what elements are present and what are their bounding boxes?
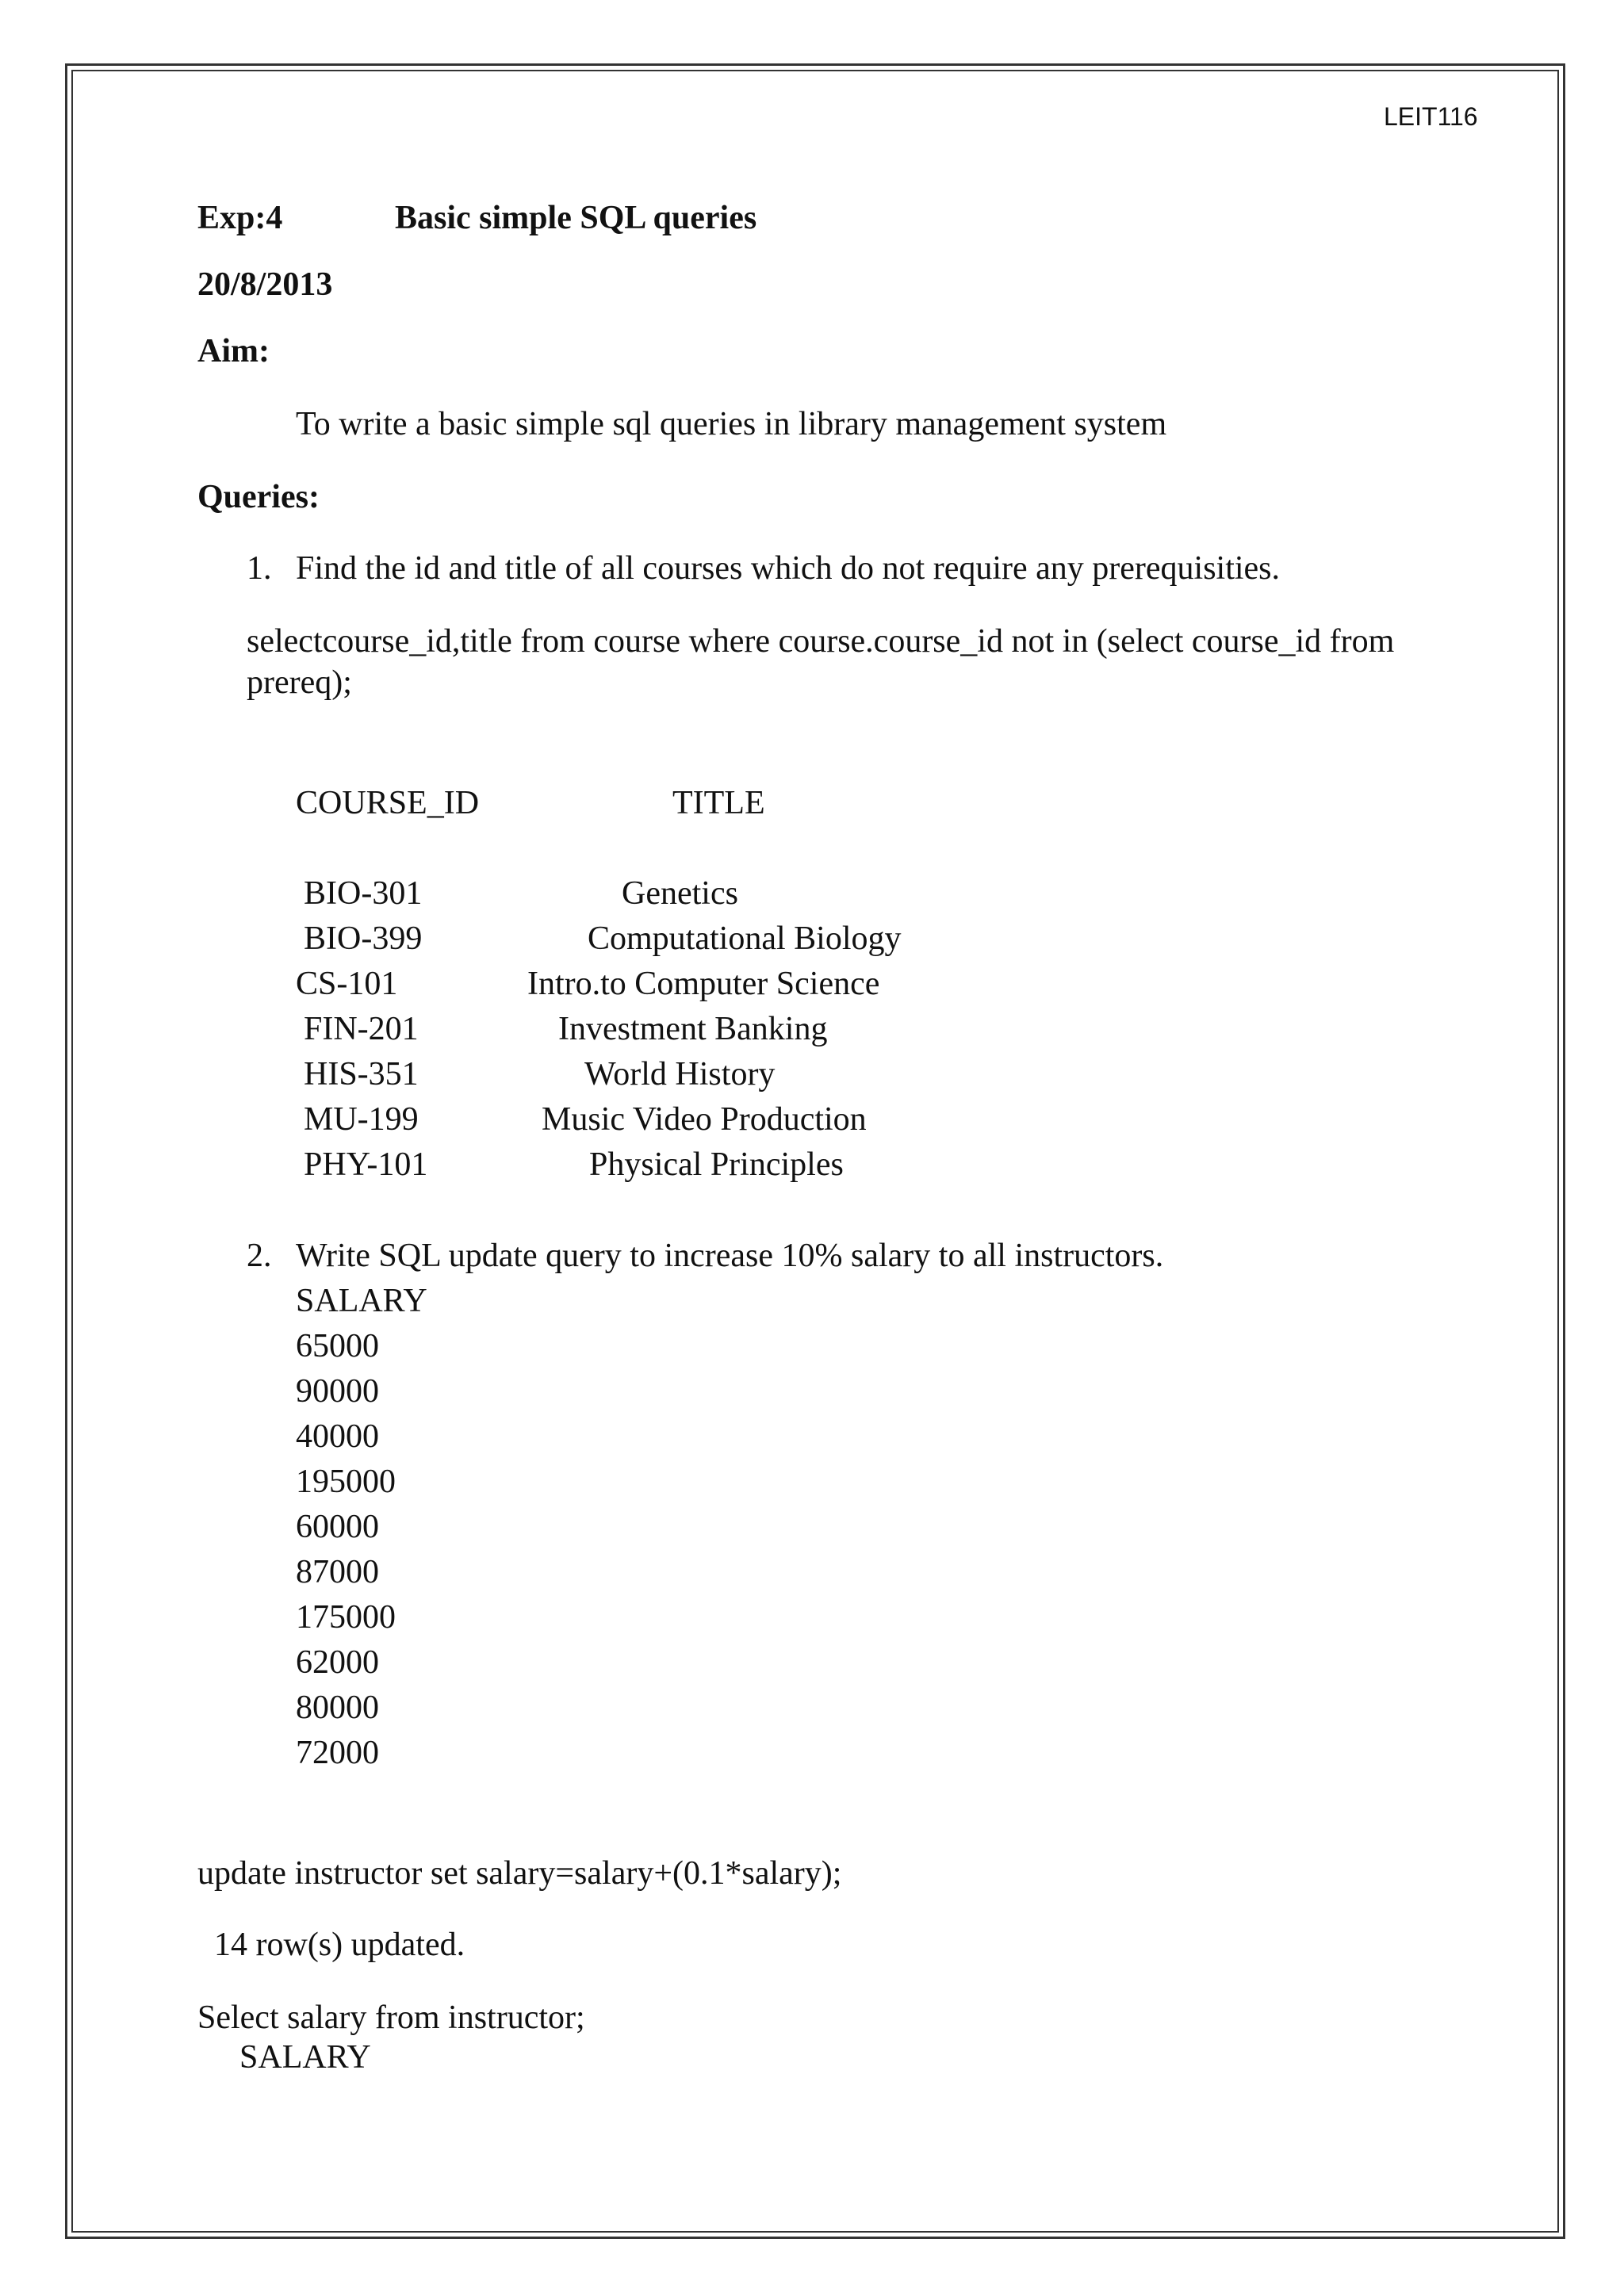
result-course-id: HIS-351 xyxy=(304,1056,419,1093)
result-course-id: BIO-399 xyxy=(304,920,423,957)
salary-value: 87000 xyxy=(296,1554,379,1590)
salary-column-header: SALARY xyxy=(296,1283,427,1319)
result-course-id: BIO-301 xyxy=(304,875,423,912)
result-title: Genetics xyxy=(622,875,738,912)
update-result: 14 row(s) updated. xyxy=(214,1927,465,1963)
select-sql: Select salary from instructor; xyxy=(197,1999,585,2036)
query1-number: 1. xyxy=(247,550,272,587)
salary-value: 72000 xyxy=(296,1735,379,1771)
result-title: World History xyxy=(584,1056,776,1093)
result-col-title: TITLE xyxy=(672,785,765,821)
query2-number: 2. xyxy=(247,1238,272,1274)
exp-title: Basic simple SQL queries xyxy=(395,200,757,236)
salary-value: 195000 xyxy=(296,1464,396,1500)
query2-question: Write SQL update query to increase 10% salary to all instructors. xyxy=(296,1238,1164,1274)
salary-value: 60000 xyxy=(296,1509,379,1545)
salary-value: 62000 xyxy=(296,1644,379,1681)
result-title: Music Video Production xyxy=(542,1101,867,1138)
aim-heading: Aim: xyxy=(197,333,270,369)
result-title: Computational Biology xyxy=(588,920,902,957)
result-col-course-id: COURSE_ID xyxy=(296,785,480,821)
salary-value: 90000 xyxy=(296,1373,379,1410)
select-column-header: SALARY xyxy=(239,2039,371,2076)
result-course-id: MU-199 xyxy=(304,1101,419,1138)
exp-date: 20/8/2013 xyxy=(197,266,333,303)
exp-number: Exp:4 xyxy=(197,200,283,236)
result-title: Physical Principles xyxy=(589,1146,844,1183)
result-course-id: PHY-101 xyxy=(304,1146,428,1183)
queries-heading: Queries: xyxy=(197,479,320,515)
result-title: Intro.to Computer Science xyxy=(527,966,880,1002)
update-sql: update instructor set salary=salary+(0.1*salary); xyxy=(197,1855,842,1892)
salary-value: 65000 xyxy=(296,1328,379,1364)
query1-question: Find the id and title of all courses which do not require any prerequisities. xyxy=(296,550,1281,587)
aim-text: To write a basic simple sql queries in library management system xyxy=(296,406,1167,442)
salary-value: 40000 xyxy=(296,1418,379,1455)
result-course-id: CS-101 xyxy=(296,966,398,1002)
salary-value: 175000 xyxy=(296,1599,396,1636)
salary-value: 80000 xyxy=(296,1689,379,1726)
result-course-id: FIN-201 xyxy=(304,1011,419,1047)
result-title: Investment Banking xyxy=(558,1011,828,1047)
query1-sql-line1: selectcourse_id,title from course where course.course_id not in (select course_id from xyxy=(247,623,1395,660)
doc-code: LEIT116 xyxy=(1384,102,1478,131)
query1-sql-line2: prereq); xyxy=(247,664,352,701)
